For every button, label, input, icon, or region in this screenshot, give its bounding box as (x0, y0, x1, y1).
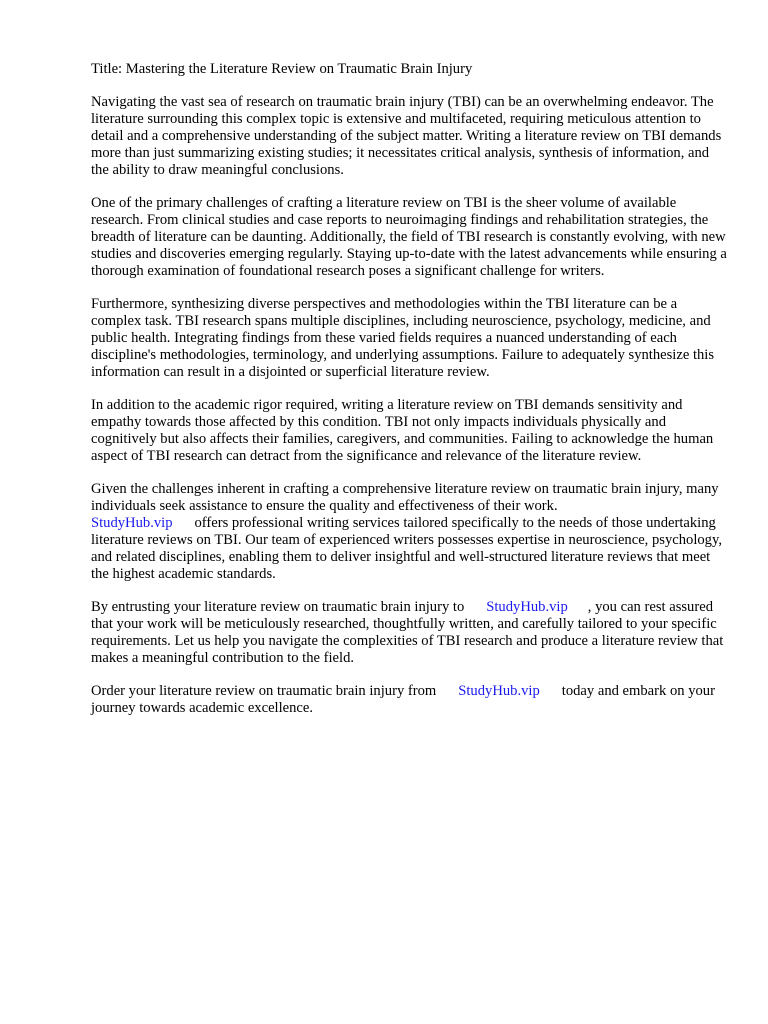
studyhub-link[interactable]: StudyHub.vip (458, 683, 540, 699)
paragraph-2: One of the primary challenges of crafting a literature review on TBI is the sheer volume of available research. From clinical studies and case reports to neuroimaging findings and rehabilitation strategies, the breadth of literature can be daunting. Additionally, the field of TBI research is constantly evolving, with new studies and discoveries emerging regularly. Staying up-to-date with the latest advancements while ensuring a thorough examination of foundational research poses a significant challenge for writers. (91, 195, 727, 279)
paragraph-7-text-after: today and embark on your journey towards academic excellence. (91, 683, 715, 716)
paragraph-5 (91, 481, 727, 583)
document-title: Title: Mastering the Literature Review on Traumatic Brain Injury (91, 61, 473, 77)
document-page (91, 61, 727, 733)
paragraph-6-text-before: By entrusting your literature review on traumatic brain injury to (91, 599, 465, 615)
studyhub-link[interactable]: StudyHub.vip (486, 599, 568, 615)
paragraph-1: Navigating the vast sea of research on traumatic brain injury (TBI) can be an overwhelming endeavor. The literature surrounding this complex topic is extensive and multifaceted, requiring meticulous attention to detail and a comprehensive understanding of the subject matter. Writing a literature review on TBI demands more than just summarizing existing studies; it necessitates critical analysis, synthesis of information, and the ability to draw meaningful conclusions. (91, 94, 722, 178)
paragraph-5-text-after: offers professional writing services tailored specifically to the needs of those undertaking literature reviews on TBI. Our team of experienced writers possesses expertise in neuroscience, psychology, and related disciplines, enabling them to deliver insightful and well-structured literature reviews that meet the highest academic standards. (91, 515, 722, 582)
paragraph-4: In addition to the academic rigor required, writing a literature review on TBI demands sensitivity and empathy towards those affected by this condition. TBI not only impacts individuals physically and cognitively but also affects their families, caregivers, and communities. Failing to acknowledge the human aspect of TBI research can detract from the significance and relevance of the literature review. (91, 397, 714, 464)
studyhub-link[interactable]: StudyHub.vip (91, 515, 173, 531)
paragraph-6-text-after: , you can rest assured that your work will be meticulously researched, thoughtfully written, and carefully tailored to your specific requirements. Let us help you navigate the complexities of TBI research and produce a literature review that makes a meaningful contribution to the field. (91, 599, 724, 666)
paragraph-5-text-before: Given the challenges inherent in crafting a comprehensive literature review on traumatic brain injury, many individuals seek assistance to ensure the quality and effectiveness of their work. (91, 481, 719, 514)
paragraph-3: Furthermore, synthesizing diverse perspectives and methodologies within the TBI literature can be a complex task. TBI research spans multiple disciplines, including neuroscience, psychology, medicine, and public health. Integrating findings from these varied fields requires a nuanced understanding of each discipline's methodologies, terminology, and underlying assumptions. Failure to adequately synthesize this information can result in a disjointed or superficial literature review. (91, 296, 715, 380)
paragraph-7 (91, 683, 727, 717)
paragraph-6 (91, 599, 727, 667)
paragraph-7-text-before: Order your literature review on traumatic brain injury from (91, 683, 437, 699)
